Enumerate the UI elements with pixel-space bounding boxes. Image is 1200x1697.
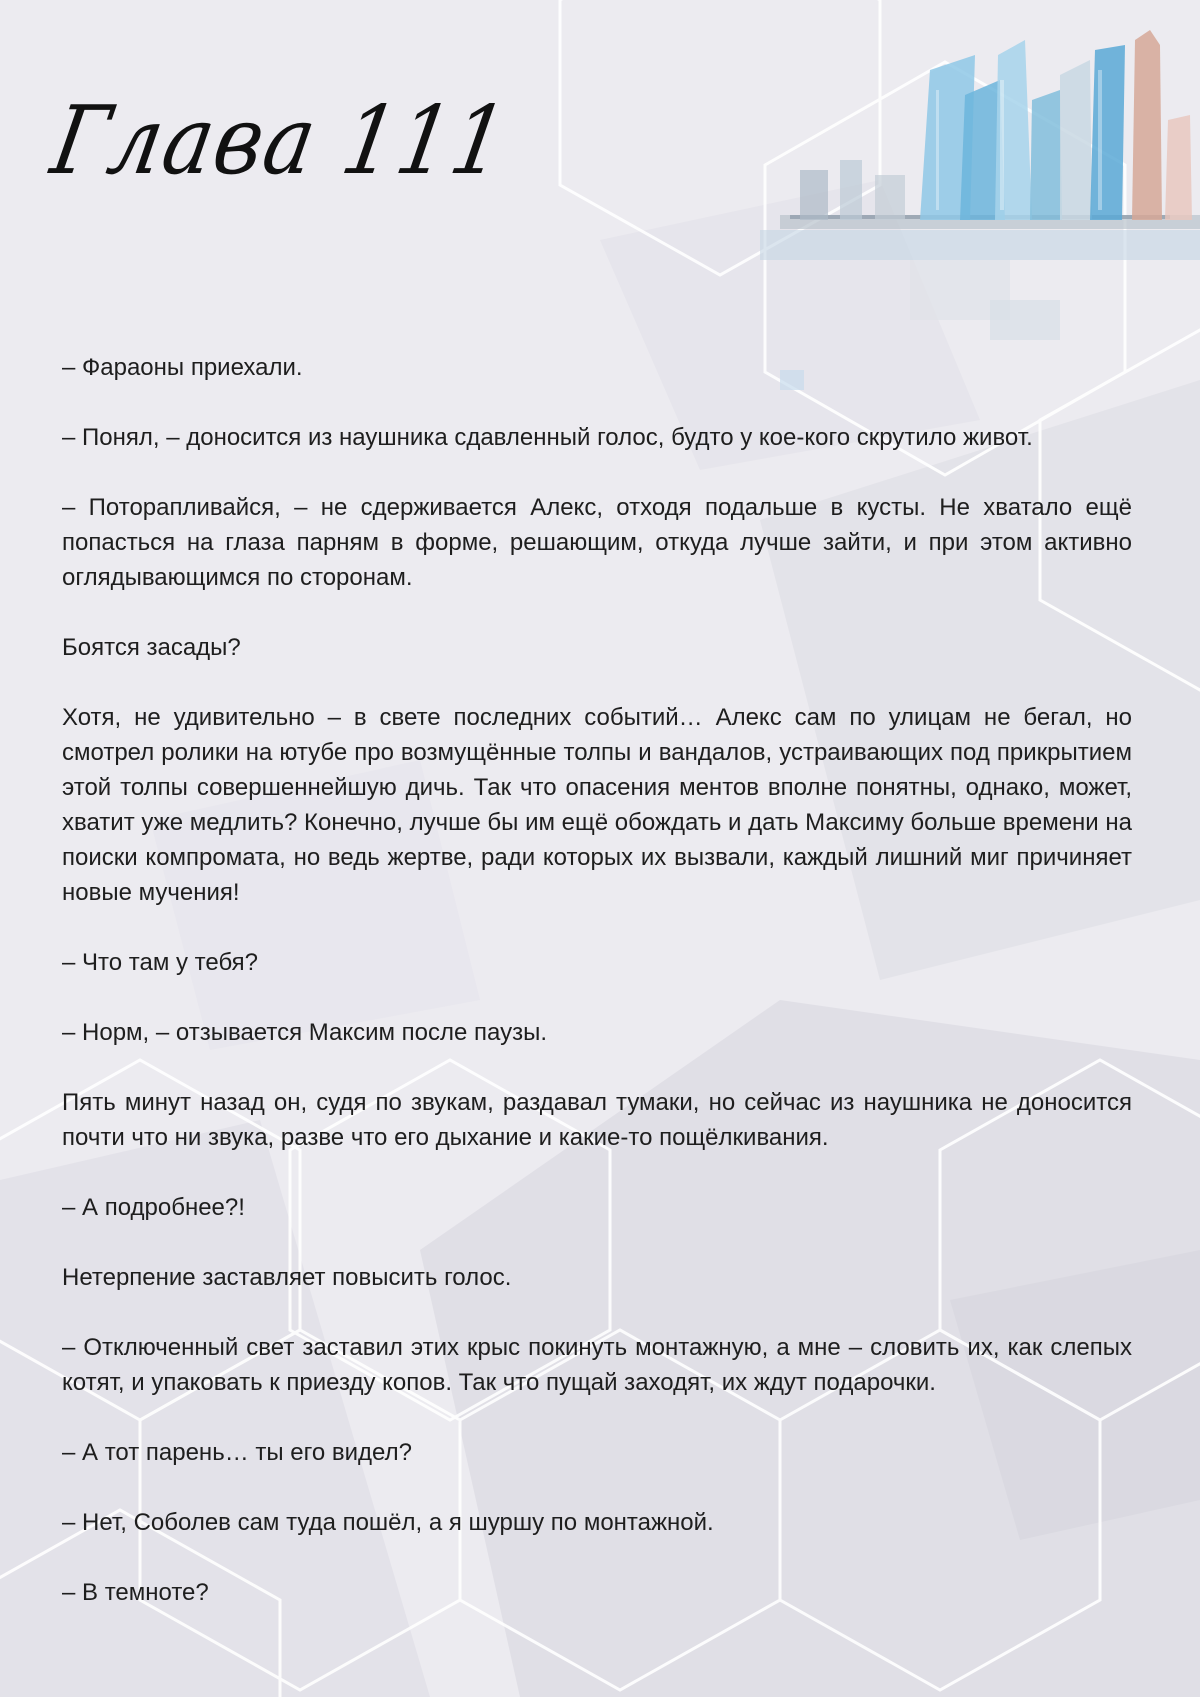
chapter-title: Глава 111: [44, 86, 517, 197]
paragraph: – А тот парень… ты его видел?: [62, 1439, 412, 1466]
paragraph: – В темноте?: [62, 1579, 209, 1606]
paragraph: – Нет, Соболев сам туда пошёл, а я шуршу по монтажной.: [62, 1509, 714, 1536]
city-skyline-illustration: [760, 0, 1200, 400]
paragraph: – А подробнее?!: [62, 1194, 245, 1221]
paragraph: – Поторапливайся, – не сдерживается Алекс, отходя подальше в кусты. Не хватало ещё попасться на глаза парням в форме, решающим, откуда лучше зайти, и при этом активно оглядывающимся по сторонам.: [62, 494, 1132, 591]
paragraph: Хотя, не удивительно – в свете последних событий… Алекс сам по улицам не бегал, но смотрел ролики на ютубе про возмущённые толпы и вандалов, устраивающих под прикрытием этой толпы совершеннейшую дичь. Так что опасения ментов вполне понятны, однако, может, хватит уже медлить? Конечно, лучше бы им ещё обождать и дать Максиму больше времени на поиски компромата, но ведь жертве, ради которых их вызвали, каждый лишний миг причиняет новые мучения!: [62, 704, 1132, 906]
paragraph: – Фараоны приехали.: [62, 354, 303, 381]
paragraph: Боятся засады?: [62, 634, 241, 661]
paragraph: Нетерпение заставляет повысить голос.: [62, 1264, 512, 1291]
paragraph: Пять минут назад он, судя по звукам, раздавал тумаки, но сейчас из наушника не доносится почти что ни звука, разве что его дыхание и какие-то пощёлкивания.: [62, 1089, 1132, 1151]
paragraph: – Понял, – доносится из наушника сдавленный голос, будто у кое-кого скрутило живот.: [62, 424, 1033, 451]
paragraph: – Что там у тебя?: [62, 949, 259, 976]
paragraph: – Норм, – отзывается Максим после паузы.: [62, 1019, 548, 1046]
chapter-text: [62, 350, 1132, 1645]
paragraph: – Отключенный свет заставил этих крыс покинуть монтажную, а мне – словить их, как слепых котят, и упаковать к приезду копов. Так что пущай заходят, их ждут подарочки.: [62, 1334, 1132, 1396]
